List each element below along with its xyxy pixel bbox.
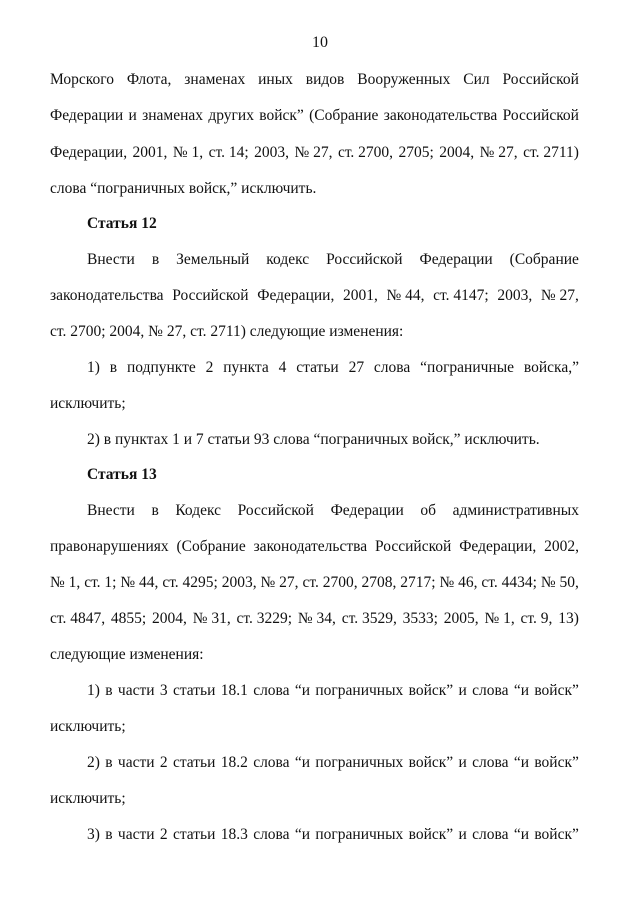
word: войск” bbox=[408, 754, 454, 771]
word: войск” bbox=[408, 826, 454, 843]
word: “и bbox=[513, 682, 529, 699]
word: и bbox=[128, 107, 137, 124]
word: в bbox=[151, 502, 159, 519]
word: слова bbox=[253, 754, 290, 771]
list-item-line bbox=[87, 358, 579, 378]
word: 2 bbox=[159, 754, 168, 771]
word: слова bbox=[472, 682, 509, 699]
word: 2004, bbox=[439, 144, 475, 161]
word: 1) bbox=[87, 359, 100, 376]
word: пограничных bbox=[315, 826, 404, 843]
word: части bbox=[117, 682, 155, 699]
word: законодательства bbox=[253, 538, 368, 555]
word: Российской bbox=[502, 107, 579, 124]
word: № 27, bbox=[540, 287, 579, 304]
word: (Собрание bbox=[176, 538, 246, 555]
word: пункта bbox=[223, 359, 269, 376]
word: ст. 4295; bbox=[162, 574, 218, 591]
word: 4855; bbox=[110, 610, 147, 627]
word: в bbox=[105, 754, 113, 771]
word: 18.2 bbox=[220, 754, 248, 771]
word: № 44, bbox=[386, 287, 425, 304]
word: законодательства bbox=[383, 107, 498, 124]
word: 2) bbox=[87, 754, 100, 771]
word: 4 bbox=[278, 359, 287, 376]
word: № 46, bbox=[439, 574, 478, 591]
word: ст. 4147; bbox=[433, 287, 489, 304]
word: Российской bbox=[374, 538, 452, 555]
article-heading: Статья 12 bbox=[87, 215, 157, 232]
word: Российской bbox=[172, 287, 249, 304]
word: в bbox=[109, 359, 118, 376]
word: 2705; bbox=[398, 144, 434, 161]
word: и bbox=[458, 826, 467, 843]
word: 2708, bbox=[361, 574, 397, 591]
word: 2002, bbox=[544, 538, 579, 555]
word: Флота, bbox=[126, 71, 172, 88]
word: статьи bbox=[172, 682, 216, 699]
paragraph-line bbox=[87, 501, 579, 521]
word: ст. 3529, bbox=[341, 610, 397, 627]
word: 18.3 bbox=[220, 826, 248, 843]
word: “и bbox=[513, 754, 529, 771]
word: знаменах bbox=[184, 71, 246, 88]
word: об bbox=[420, 502, 436, 519]
paragraph-line bbox=[50, 609, 579, 629]
word: 3533; bbox=[402, 610, 438, 627]
word: 3 bbox=[159, 682, 168, 699]
word: части bbox=[117, 754, 155, 771]
word: 2003, bbox=[254, 144, 289, 161]
word: войск” bbox=[534, 754, 579, 771]
word: Федерации bbox=[419, 251, 493, 268]
list-item-line bbox=[87, 825, 579, 845]
list-item-line bbox=[87, 681, 579, 701]
word: слова bbox=[253, 826, 290, 843]
list-item-line: 2) в пунктах 1 и 7 статьи 93 слова “пограничных войск,” исключить. bbox=[87, 431, 540, 448]
word: 2 bbox=[159, 826, 168, 843]
paragraph-line bbox=[50, 537, 579, 557]
word: № 50, bbox=[540, 574, 579, 591]
word: законодательства bbox=[50, 287, 164, 304]
word: Федерации bbox=[50, 107, 124, 124]
paragraph-line bbox=[50, 143, 579, 163]
word: № 31, bbox=[192, 610, 231, 627]
paragraph-line: следующие изменения: bbox=[50, 646, 204, 663]
word: войск” bbox=[408, 682, 454, 699]
word: “и bbox=[294, 754, 311, 771]
word: и bbox=[458, 682, 467, 699]
word: 2003, bbox=[497, 287, 533, 304]
list-item-line: исключить; bbox=[50, 395, 126, 412]
word: иных bbox=[258, 71, 293, 88]
word: (Собрание bbox=[509, 251, 579, 268]
list-item-line: исключить; bbox=[50, 790, 126, 807]
word: войск” bbox=[259, 107, 304, 124]
word: “и bbox=[513, 826, 529, 843]
word: статьи bbox=[296, 359, 339, 376]
paragraph-line: ст. 2700; 2004, № 27, ст. 2711) следующие изменения: bbox=[50, 323, 404, 340]
word: “и bbox=[294, 682, 311, 699]
word: Земельный bbox=[176, 251, 250, 268]
paragraph-line bbox=[50, 573, 579, 593]
paragraph-line bbox=[50, 70, 579, 90]
word: № 1, bbox=[484, 610, 515, 627]
word: ст. 2700, bbox=[302, 574, 358, 591]
word: № 44, bbox=[120, 574, 159, 591]
word: слова bbox=[253, 682, 290, 699]
word: 2001, bbox=[342, 287, 378, 304]
word: подпункте bbox=[126, 359, 196, 376]
word: Федерации, bbox=[257, 287, 335, 304]
word: и bbox=[458, 754, 467, 771]
word: 2004, bbox=[152, 610, 187, 627]
word: 27 bbox=[348, 359, 365, 376]
word: административных bbox=[452, 502, 579, 519]
word: видов bbox=[305, 71, 345, 88]
word: Вооруженных bbox=[357, 71, 451, 88]
paragraph-line: слова “пограничных войск,” исключить. bbox=[50, 180, 317, 197]
word: 18.1 bbox=[220, 682, 248, 699]
word: знаменах bbox=[142, 107, 204, 124]
word: “и bbox=[294, 826, 311, 843]
word: 2 bbox=[205, 359, 214, 376]
word: ст. 14; bbox=[208, 144, 249, 161]
paragraph-line bbox=[50, 106, 579, 126]
word: № 27, bbox=[294, 144, 333, 161]
word: слова bbox=[472, 754, 509, 771]
word: ст. 9, bbox=[520, 610, 553, 627]
word: Российской bbox=[237, 502, 314, 519]
word: № 1, bbox=[50, 574, 81, 591]
word: 3) bbox=[87, 826, 100, 843]
word: № 1, bbox=[172, 144, 204, 161]
word: статьи bbox=[172, 826, 216, 843]
word: слова bbox=[472, 826, 509, 843]
word: пограничных bbox=[315, 754, 404, 771]
word: кодекс bbox=[266, 251, 310, 268]
word: ст. 4434; bbox=[481, 574, 537, 591]
word: ст. 2711) bbox=[523, 144, 579, 161]
word: № 34, bbox=[297, 610, 336, 627]
word: слова bbox=[373, 359, 411, 376]
paragraph-line bbox=[50, 286, 579, 306]
word: в bbox=[151, 251, 160, 268]
word: ст. 2700, bbox=[337, 144, 394, 161]
paragraph-line bbox=[87, 250, 579, 270]
word: Российской bbox=[326, 251, 403, 268]
word: части bbox=[117, 826, 155, 843]
word: Внести bbox=[87, 502, 135, 519]
list-item-line bbox=[87, 753, 579, 773]
word: ст. 3229; bbox=[236, 610, 293, 627]
word: в bbox=[105, 682, 113, 699]
word: пограничных bbox=[315, 682, 404, 699]
word: Федерации bbox=[330, 502, 404, 519]
word: 13) bbox=[558, 610, 579, 627]
word: других bbox=[208, 107, 254, 124]
word: “пограничные bbox=[420, 359, 515, 376]
word: Внести bbox=[87, 251, 135, 268]
word: статьи bbox=[172, 754, 216, 771]
word: Федерации, bbox=[459, 538, 537, 555]
word: Российской bbox=[502, 71, 579, 88]
word: войска,” bbox=[523, 359, 579, 376]
article-heading: Статья 13 bbox=[87, 466, 157, 483]
word: ст. 4847, bbox=[50, 610, 106, 627]
word: 2003, bbox=[221, 574, 257, 591]
page-number: 10 bbox=[312, 34, 328, 51]
word: № 27, bbox=[479, 144, 518, 161]
word: ст. 1; bbox=[84, 574, 117, 591]
word: 2005, bbox=[443, 610, 479, 627]
word: в bbox=[105, 826, 113, 843]
word: войск” bbox=[534, 682, 579, 699]
word: Федерации, bbox=[50, 144, 128, 161]
word: войск” bbox=[534, 826, 579, 843]
word: Морского bbox=[50, 71, 114, 88]
word: Кодекс bbox=[175, 502, 222, 519]
word: Сил bbox=[463, 71, 490, 88]
word: № 27, bbox=[260, 574, 299, 591]
list-item-line: исключить; bbox=[50, 718, 126, 735]
word: 2001, bbox=[132, 144, 168, 161]
word: (Собрание bbox=[309, 107, 379, 124]
word: правонарушениях bbox=[50, 538, 169, 555]
word: 2717; bbox=[400, 574, 436, 591]
word: 1) bbox=[87, 682, 100, 699]
